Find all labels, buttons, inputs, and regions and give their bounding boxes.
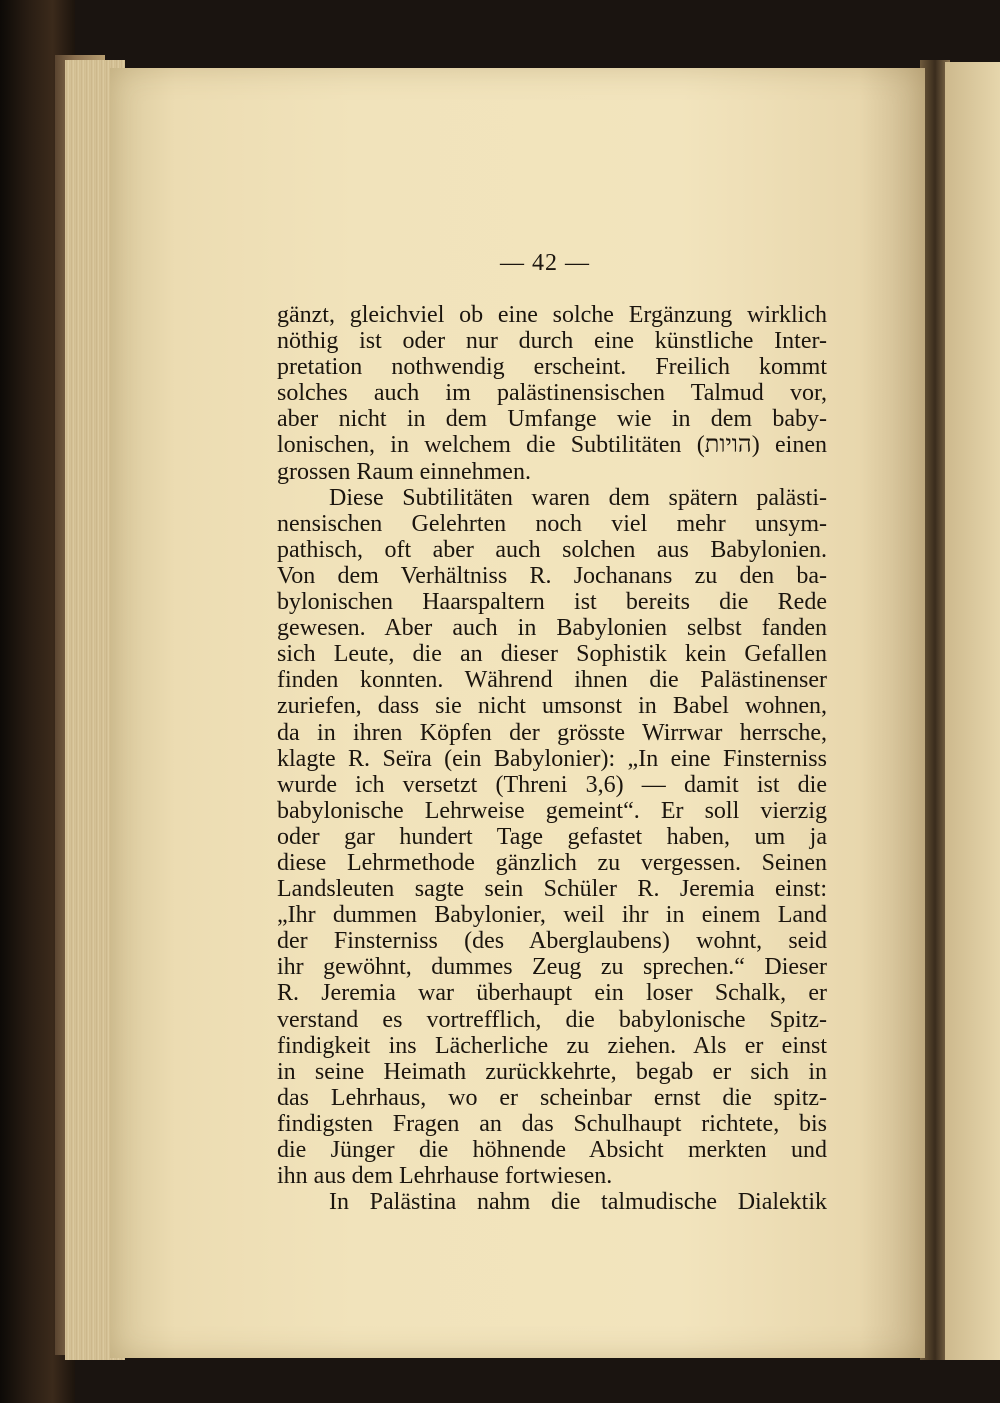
text-line: gewesen. Aber auch in Babylonien selbst fanden xyxy=(277,615,827,642)
text-line: „Ihr dummen Babylonier, weil ihr in einem Land xyxy=(277,902,827,929)
text-line: die Jünger die höhnende Absicht merkten und xyxy=(277,1137,827,1163)
text-line: wurde ich versetzt (Threni 3,6) — damit ist die xyxy=(277,771,827,798)
text-line: zuriefen, dass sie nicht umsonst in Babel wohnen, xyxy=(277,693,827,720)
text-line: ihr gewöhnt, dummes Zeug zu sprechen.“ Dieser xyxy=(277,954,827,981)
paragraph-start-line: Diese Subtilitäten waren dem spätern palästi- xyxy=(329,484,827,511)
text-line: bylonischen Haarspaltern ist bereits die Rede xyxy=(277,589,827,616)
text-line: Von dem Verhältniss R. Jochanans zu den ba- xyxy=(277,562,827,589)
text-line: Landsleuten sagte sein Schüler R. Jeremia einst: xyxy=(277,876,827,903)
text-line: oder gar hundert Tage gefastet haben, um ja xyxy=(277,823,827,850)
text-line: solches auch im palästinensischen Talmud vor, xyxy=(277,380,827,407)
page-number: — 42 — xyxy=(500,250,590,276)
text-line: findigkeit ins Lächerliche zu ziehen. Als er einst xyxy=(277,1032,827,1059)
text-line: gänzt, gleichviel ob eine solche Ergänzung wirklich xyxy=(277,302,827,328)
text-line: ihn aus dem Lehrhause fortwiesen. xyxy=(277,1163,613,1190)
text-line: das Lehrhaus, wo er scheinbar ernst die spitz- xyxy=(277,1084,827,1111)
body-text xyxy=(277,302,827,1215)
text-line: da in ihren Köpfen der grösste Wirrwar herrsche, xyxy=(277,719,827,746)
paragraph-start-line: In Palästina nahm die talmudische Dialektik xyxy=(329,1189,827,1216)
text-line: diese Lehrmethode gänzlich zu vergessen. Seinen xyxy=(277,849,827,876)
text-line: grossen Raum einnehmen. xyxy=(277,458,531,485)
text-line: sich Leute, die an dieser Sophistik kein Gefallen xyxy=(277,641,827,668)
text-line: pretation nothwendig erscheint. Freilich kommt xyxy=(277,354,827,381)
text-line: finden konnten. Während ihnen die Palästinenser xyxy=(277,667,827,694)
text-line: pathisch, oft aber auch solchen aus Babylonien. xyxy=(277,536,827,563)
text-line: der Finsterniss (des Aberglaubens) wohnt, seid xyxy=(277,928,827,955)
text-line: nöthig ist oder nur durch eine künstliche Inter- xyxy=(277,328,827,355)
facing-page xyxy=(945,62,1000,1360)
text-line: klagte R. Seïra (ein Babylonier): „In eine Finsterniss xyxy=(277,745,827,772)
text-line: in seine Heimath zurückkehrte, begab er sich in xyxy=(277,1058,827,1085)
text-line: verstand es vortrefflich, die babylonische Spitz- xyxy=(277,1006,827,1033)
text-line: findigsten Fragen an das Schulhaupt richtete, bis xyxy=(277,1110,827,1137)
text-line: nensischen Gelehrten noch viel mehr unsym- xyxy=(277,510,827,537)
text-line: lonischen, in welchem die Subtilitäten (הויות) einen xyxy=(277,432,827,459)
text-line: aber nicht in dem Umfange wie in dem baby- xyxy=(277,406,827,433)
text-line: R. Jeremia war überhaupt ein loser Schalk, er xyxy=(277,980,827,1007)
text-line: babylonische Lehrweise gemeint“. Er soll vierzig xyxy=(277,797,827,824)
